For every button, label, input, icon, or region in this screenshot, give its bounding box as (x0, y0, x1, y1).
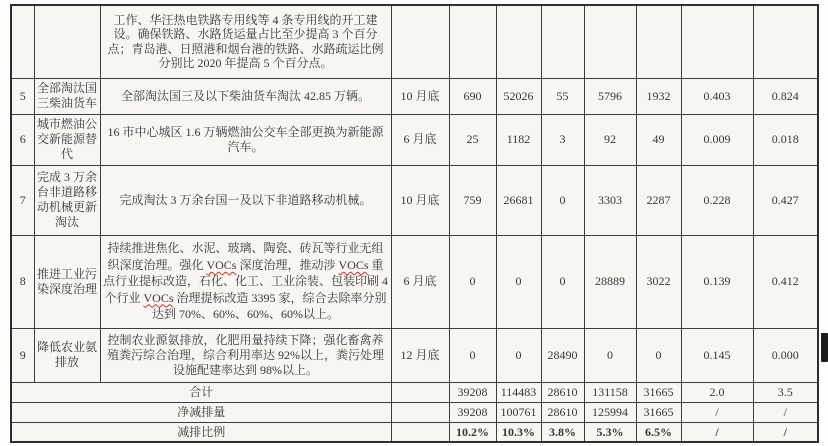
cell-row-number: 6 (11, 114, 34, 165)
cell-value: 0.824 (753, 78, 818, 114)
cell-deadline: 10 月底 (391, 165, 449, 235)
cell-value: 25 (449, 114, 496, 165)
cell-row-number: 8 (11, 235, 34, 328)
cell-deadline: 6 月底 (391, 235, 449, 328)
table-row-continuation (11, 5, 818, 78)
cell-value: 125994 (584, 402, 636, 422)
cell-deadline: 10 月底 (391, 78, 449, 114)
cell-value: 0.139 (681, 235, 753, 328)
cell-value: 3.8% (541, 422, 584, 442)
cell-value: 5.3% (584, 422, 636, 442)
cell-value: 0 (541, 165, 584, 235)
cell-value: 2287 (636, 165, 681, 235)
cell-value: 1182 (496, 114, 541, 165)
cell-measure-name: 城市燃油公交新能源替代 (34, 114, 100, 165)
cell-value-empty (681, 5, 753, 78)
cell-value: 2.0 (681, 382, 753, 402)
cell-measure-desc: 工作、华汪热电铁路专用线等 4 条专用线的开工建设。确保铁路、水路货运量占比至少提高 3 个百分点；青岛港、日照港和烟台港的铁路、水路疏运比例分别比 2020 年提高 5 个百分点。 (100, 5, 391, 78)
emission-reduction-table (10, 4, 819, 443)
cell-value: 131158 (584, 382, 636, 402)
cell-deadline-empty (391, 402, 449, 422)
cell-value: 31665 (636, 382, 681, 402)
cell-measure-desc: 控制农业源氨排放，化肥用量持续下降；强化畜禽养殖粪污综合治理，综合利用率达 92%以上，粪污处理设施配建率达到 98%以上。 (100, 328, 391, 382)
cell-value: 0 (496, 235, 541, 328)
cell-value: 28610 (541, 402, 584, 422)
cell-value-empty (449, 5, 496, 78)
cell-value-empty (496, 5, 541, 78)
cell-value: 3022 (636, 235, 681, 328)
cell-name-empty (34, 5, 100, 78)
cell-value-empty (636, 5, 681, 78)
cell-value: 6.5% (636, 422, 681, 442)
cell-value: 0 (496, 328, 541, 382)
cell-value: / (753, 422, 818, 442)
cell-measure-desc: 16 市中心城区 1.6 万辆燃油公交车全部更换为新能源汽车。 (100, 114, 391, 165)
cell-summary-label: 减排比例 (11, 422, 391, 442)
cell-measure-name: 全部淘汰国三柴油货车 (34, 78, 100, 114)
cell-value: 31665 (636, 402, 681, 422)
cell-num-empty (11, 5, 34, 78)
cell-deadline-empty (391, 5, 449, 78)
cell-measure-name: 推进工业污染深度治理 (34, 235, 100, 328)
cell-deadline-empty (391, 382, 449, 402)
cell-value: / (681, 402, 753, 422)
table-row-5 (11, 78, 818, 114)
cell-value: 49 (636, 114, 681, 165)
cell-value: 39208 (449, 382, 496, 402)
table-row-total (11, 382, 818, 402)
cell-measure-name: 降低农业氨排放 (34, 328, 100, 382)
cell-measure-desc: 持续推进焦化、水泥、玻璃、陶瓷、砖瓦等行业无组织深度治理。强化 VOCs 深度治理，推动涉 VOCs 重点行业提标改造，石化、化工、工业涂装、包装印刷 4 个行业 VOCs 治理提标改造 3395 家，综合去除率分别达到 70%、60%、60%、60%以上。 (100, 235, 391, 328)
scan-artifact (821, 333, 828, 362)
cell-measure-desc: 全部淘汰国三及以下柴油货车淘汰 42.85 万辆。 (100, 78, 391, 114)
cell-value: 28490 (541, 328, 584, 382)
cell-value: 0 (449, 235, 496, 328)
table-row-6 (11, 114, 818, 165)
cell-value: 0 (541, 235, 584, 328)
cell-value: 114483 (496, 382, 541, 402)
cell-value: 10.3% (496, 422, 541, 442)
cell-value: 5796 (584, 78, 636, 114)
cell-summary-label: 净减排量 (11, 402, 391, 422)
cell-value: 0 (636, 328, 681, 382)
cell-value-empty (541, 5, 584, 78)
table-row-8 (11, 235, 818, 328)
cell-value: 52026 (496, 78, 541, 114)
cell-value: 3303 (584, 165, 636, 235)
cell-value: 0.412 (753, 235, 818, 328)
cell-value: 3.5 (753, 382, 818, 402)
cell-value: 100761 (496, 402, 541, 422)
table-row-7 (11, 165, 818, 235)
table-row-reduction-ratio (11, 422, 818, 442)
cell-value: 28610 (541, 382, 584, 402)
cell-value: 39208 (449, 402, 496, 422)
cell-value: 92 (584, 114, 636, 165)
cell-row-number: 7 (11, 165, 34, 235)
cell-value: 28889 (584, 235, 636, 328)
cell-deadline: 12 月底 (391, 328, 449, 382)
cell-measure-name: 完成 3 万余台非道路移动机械更新淘汰 (34, 165, 100, 235)
cell-value: 0.403 (681, 78, 753, 114)
cell-value: 3 (541, 114, 584, 165)
cell-row-number: 9 (11, 328, 34, 382)
cell-value: 0.018 (753, 114, 818, 165)
cell-value: 690 (449, 78, 496, 114)
cell-value: 10.2% (449, 422, 496, 442)
cell-value-empty (584, 5, 636, 78)
cell-value: 0.000 (753, 328, 818, 382)
table-row-net-reduction (11, 402, 818, 422)
cell-deadline-empty (391, 422, 449, 442)
cell-value: 0 (449, 328, 496, 382)
cell-measure-desc: 完成淘汰 3 万余台国一及以下非道路移动机械。 (100, 165, 391, 235)
cell-value: 26681 (496, 165, 541, 235)
cell-value: 0.228 (681, 165, 753, 235)
cell-summary-label: 合计 (11, 382, 391, 402)
cell-value: 0 (584, 328, 636, 382)
cell-value: / (753, 402, 818, 422)
cell-value: / (681, 422, 753, 442)
cell-row-number: 5 (11, 78, 34, 114)
cell-value: 0.145 (681, 328, 753, 382)
cell-value-empty (753, 5, 818, 78)
cell-value: 759 (449, 165, 496, 235)
cell-value: 55 (541, 78, 584, 114)
cell-value: 1932 (636, 78, 681, 114)
cell-value: 0.427 (753, 165, 818, 235)
cell-deadline: 6 月底 (391, 114, 449, 165)
table-row-9 (11, 328, 818, 382)
cell-value: 0.009 (681, 114, 753, 165)
